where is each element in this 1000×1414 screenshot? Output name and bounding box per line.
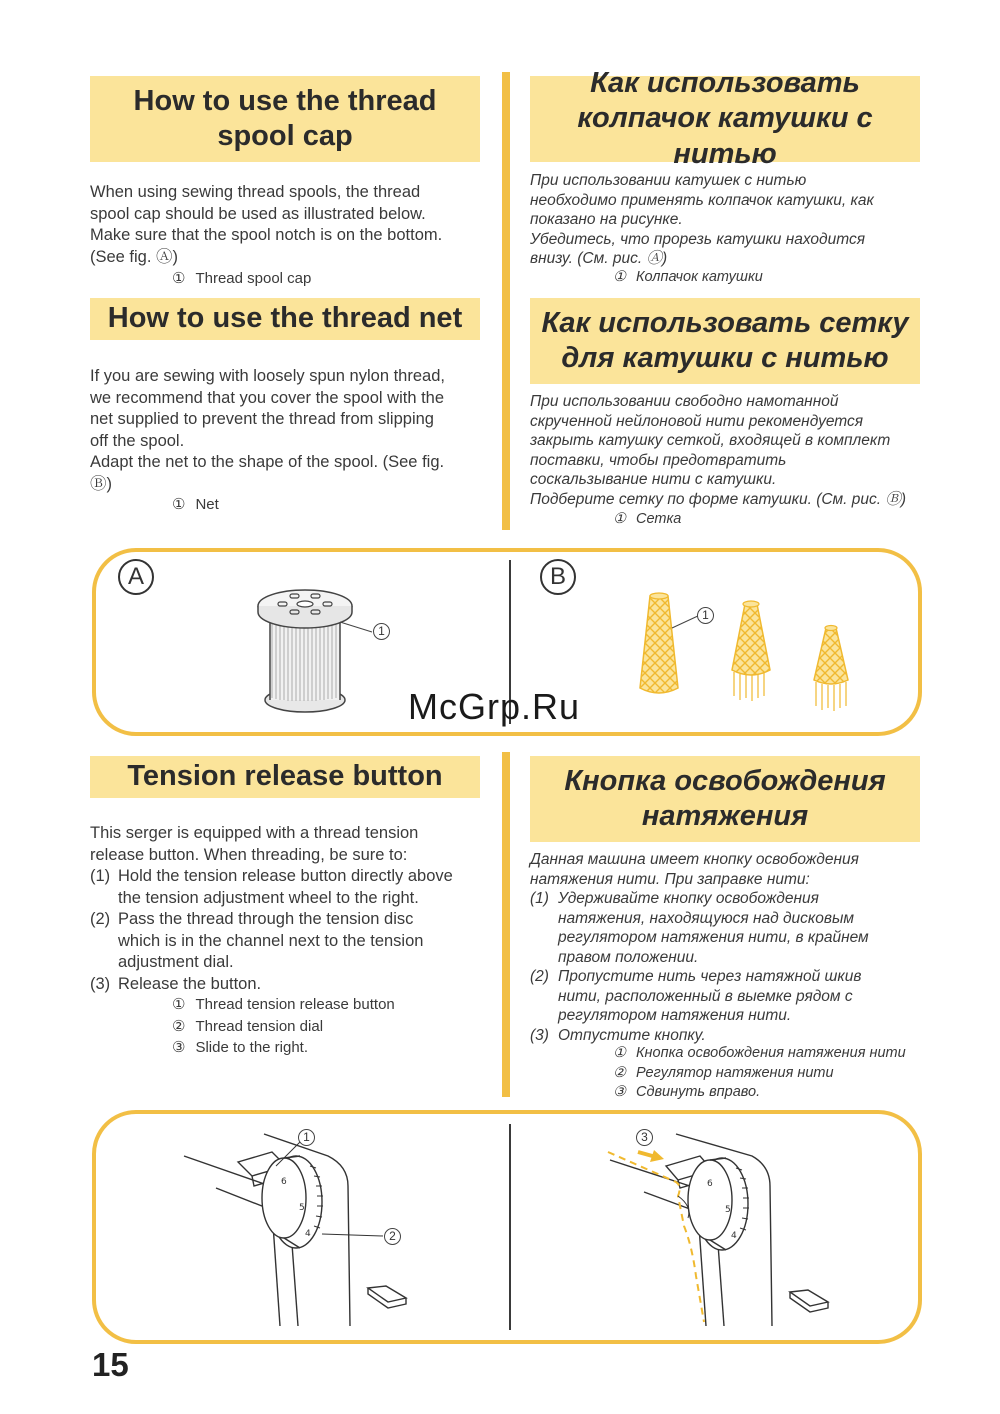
figure-b-label: B (540, 559, 576, 595)
legend-number: ② (172, 1017, 186, 1035)
text-line: adjustment dial. (118, 953, 234, 971)
column-divider-top (502, 72, 510, 530)
text-line: необходимо применять колпачок катушки, как (530, 191, 874, 209)
heading-text: Tension release button (127, 760, 443, 793)
legend-label: Колпачок катушки (636, 269, 763, 285)
heading-spool-cap-ru (530, 66, 920, 170)
thread-net-legend-ru (613, 510, 681, 530)
text-line: натяжения, находящуюся над дисковым (558, 909, 854, 927)
text-line: соскальзывание нити с катушки. (530, 471, 777, 488)
step-number: (2) (530, 968, 549, 985)
svg-text:6: 6 (707, 1179, 713, 1189)
heading-text: Кнопка освобождения натяжения (564, 764, 886, 832)
step-number: (1) (90, 867, 111, 885)
legend-number: ① (613, 1045, 626, 1061)
step-number: (2) (90, 910, 111, 928)
tension-legend-ru (613, 1044, 906, 1103)
spool-cap-text-en (90, 182, 485, 268)
text-line: net supplied to prevent the thread from slipping (90, 410, 434, 428)
callout-3-slide-right: 3 (636, 1129, 653, 1146)
step-number: (3) (90, 974, 111, 993)
text-line: Убедитесь, что прорезь катушки находится (530, 230, 865, 248)
legend-label: Net (195, 496, 219, 513)
spool-cap-illustration (250, 582, 400, 722)
heading-text: Как использовать сетку для катушки с нитью (541, 306, 909, 374)
heading-thread-net-en (90, 298, 480, 340)
callout-1-spool-cap: 1 (373, 623, 390, 640)
legend-number: ① (172, 496, 186, 513)
legend-label: Thread spool cap (195, 270, 312, 287)
tension-text-ru (530, 850, 930, 1045)
text-line: which is in the channel next to the tension (118, 931, 424, 950)
column-divider-bottom (502, 752, 510, 1097)
page-number: 15 (92, 1346, 129, 1383)
text-line: Pass the thread through the tension disc (118, 910, 414, 928)
figure-panel-divider (509, 1124, 511, 1330)
step-1 (530, 889, 930, 967)
svg-text:4: 4 (305, 1229, 311, 1239)
step-2 (90, 909, 490, 974)
text-line: This serger is equipped with a thread tension (90, 824, 419, 842)
text-line: If you are sewing with loosely spun nylon thread, (90, 367, 445, 385)
watermark: McGrp.Ru (408, 686, 581, 727)
text-line: Release the button. (118, 974, 262, 993)
heading-tension-en (90, 756, 480, 798)
legend-label: Регулятор натяжения нити (636, 1064, 834, 1081)
legend-number: ① (613, 269, 626, 285)
legend-label: Сдвинуть вправо. (636, 1084, 761, 1100)
text-line: нити, расположенный в выемке рядом с (558, 987, 853, 1005)
svg-text:4: 4 (731, 1231, 737, 1241)
step-1 (90, 866, 490, 909)
text-line: Adapt the net to the shape of the spool. (See fig. (90, 453, 445, 471)
svg-text:5: 5 (299, 1203, 305, 1213)
text-line: поставки, чтобы предотвратить (530, 451, 787, 469)
legend-number: ① (172, 996, 186, 1013)
text-line: Пропустите нить через натяжной шкив (558, 968, 862, 985)
text-line: off the spool. (90, 431, 185, 450)
thread-net-text-ru (530, 392, 940, 509)
text-line: правом положении. (558, 948, 699, 966)
tension-release-illustration-left (180, 1126, 420, 1334)
text-line: Отпустите кнопку. (558, 1026, 706, 1044)
tension-release-illustration-right (600, 1126, 840, 1334)
legend-number: ③ (613, 1084, 626, 1100)
heading-text: How to use the thread spool cap (133, 84, 437, 152)
heading-tension-ru (530, 756, 920, 842)
spool-cap-legend-en (172, 268, 311, 290)
thread-net-text-en (90, 366, 485, 495)
text-line: Подберите сетку по форме катушки. (См. рис. Ⓑ) (530, 490, 907, 508)
text-line: release button. When threading, be sure to: (90, 845, 408, 864)
spool-cap-text-ru (530, 171, 930, 269)
text-line: натяжения нити. При заправке нити: (530, 870, 810, 888)
legend-label: Сетка (636, 511, 682, 527)
text-line: При использовании свободно намотанной (530, 393, 839, 410)
text-line: we recommend that you cover the spool with the (90, 388, 445, 407)
legend-label: Кнопка освобождения натяжения нити (636, 1045, 906, 1061)
spool-cap-legend-ru (613, 268, 763, 288)
text-line: Ⓑ) (90, 474, 112, 493)
text-line: (See fig. Ⓐ) (90, 247, 179, 266)
step-3 (530, 1026, 930, 1046)
text-line: When using sewing thread spools, the thread (90, 183, 421, 201)
step-number: (3) (530, 1026, 549, 1044)
legend-label: Slide to the right. (195, 1039, 309, 1056)
legend-number: ③ (172, 1039, 186, 1056)
text-line: Данная машина имеет кнопку освобождения (530, 851, 859, 868)
callout-1-net: 1 (697, 607, 714, 624)
text-line: внизу. (См. рис. Ⓐ) (530, 250, 668, 267)
text-line: Make sure that the spool notch is on the bottom. (90, 226, 443, 244)
step-number: (1) (530, 890, 549, 907)
svg-text:6: 6 (281, 1177, 287, 1187)
thread-net-legend-en (172, 494, 219, 516)
text-line: регулятором натяжения нити, в крайнем (558, 929, 869, 946)
tension-text-en (90, 823, 490, 995)
text-line: the tension adjustment wheel to the right. (118, 888, 419, 907)
step-2 (530, 967, 930, 1026)
legend-number: ① (613, 511, 626, 527)
text-line: показано на рисунке. (530, 211, 683, 228)
text-line: регулятором натяжения нити. (558, 1007, 792, 1024)
heading-thread-net-ru (530, 298, 920, 384)
thread-net-illustration (630, 588, 870, 718)
step-3 (90, 974, 490, 996)
text-line: Hold the tension release button directly above (118, 867, 453, 885)
legend-label: Thread tension release button (195, 996, 395, 1013)
callout-1-tension-button: 1 (298, 1129, 315, 1146)
heading-spool-cap-en (90, 76, 480, 162)
legend-label: Thread tension dial (195, 1017, 324, 1035)
text-line: При использовании катушек с нитью (530, 172, 807, 189)
figure-a-label: A (118, 559, 154, 595)
heading-text: Как использовать колпачок катушки с нитью (577, 66, 873, 170)
legend-number: ① (172, 270, 186, 287)
text-line: spool cap should be used as illustrated below. (90, 204, 426, 223)
text-line: Удерживайте кнопку освобождения (558, 890, 819, 907)
legend-number: ② (613, 1064, 626, 1081)
svg-text:5: 5 (725, 1205, 731, 1215)
text-line: скрученной нейлоновой нити рекомендуется (530, 412, 864, 430)
callout-2-tension-dial: 2 (384, 1228, 401, 1245)
heading-text: How to use the thread net (107, 302, 463, 335)
tension-legend-en (172, 994, 395, 1059)
text-line: закрыть катушку сеткой, входящей в комплект (530, 432, 891, 449)
